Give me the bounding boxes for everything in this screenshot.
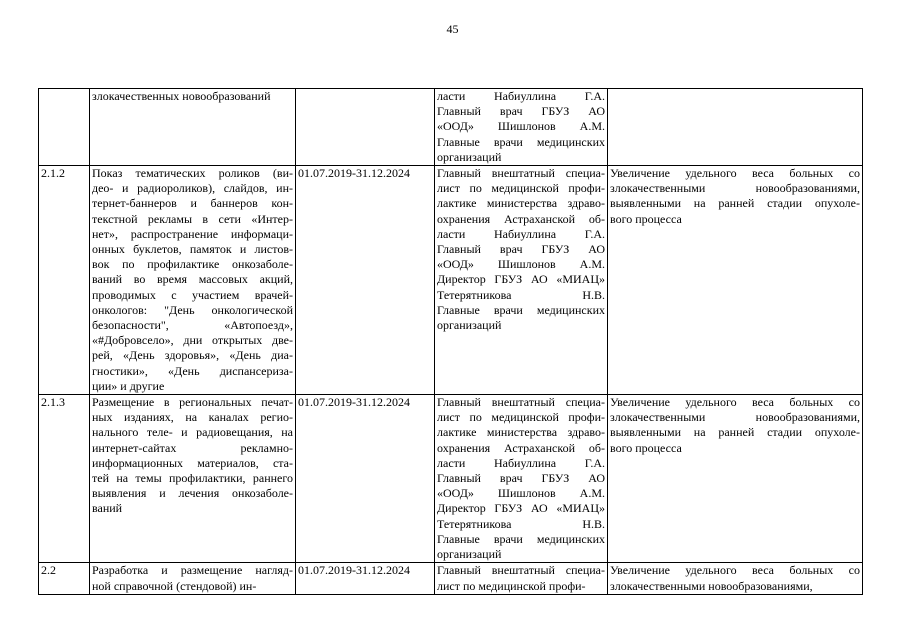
- text-line: ной справочной (стендовой) ин-: [92, 578, 257, 593]
- text-line: ных изданиях, на каналах регио-: [92, 410, 293, 425]
- text-line: тей на темы профилактики, раннего: [92, 471, 293, 486]
- text-line: гностики», «День диспансериза-: [92, 363, 293, 378]
- table-row: [39, 166, 863, 395]
- text-line: «ООД» Шишлонов А.М.: [437, 486, 605, 501]
- text-line: выявленными на ранней стадии опухоле-: [610, 425, 860, 440]
- text-line: нального теле- и радиовещания, на: [92, 425, 293, 440]
- text-line: Увеличение удельного веса больных со: [610, 166, 860, 181]
- text-line: «ООД» Шишлонов А.М.: [437, 257, 605, 272]
- table-row: [39, 89, 863, 166]
- text-line: интернет-сайтах рекламно-: [92, 440, 293, 455]
- text-line: Главные врачи медицинских: [437, 531, 605, 546]
- page-number: 45: [446, 22, 459, 36]
- measure-description-cell: [90, 395, 296, 563]
- text-line: онных буклетов, памяток и листов-: [92, 242, 293, 257]
- text-line: лактике министерства здраво-: [437, 425, 605, 440]
- text-line: проводимых с участием врачей-: [92, 287, 293, 302]
- text-line: нет», распространение информаци-: [92, 226, 293, 241]
- text-line: Тетерятникова Н.В.: [437, 516, 605, 531]
- text-line: Главный врач ГБУЗ АО: [437, 471, 605, 486]
- text-line: злокачественными новообразованиями,: [610, 410, 860, 425]
- text-line: «#Добровсело», дни открытых две-: [92, 333, 293, 348]
- text-line: Главный внештатный специа-: [437, 563, 605, 578]
- row-number-cell: 2.1.3: [39, 395, 90, 563]
- text-line: Увеличение удельного веса больных со: [610, 395, 860, 410]
- measure-description-cell: [90, 89, 296, 166]
- text-line: Главные врачи медицинских: [437, 134, 605, 149]
- expected-result-cell: [608, 395, 863, 563]
- deadline-cell: 01.07.2019-31.12.2024: [296, 563, 435, 594]
- text-line: злокачественными новообразованиями,: [610, 181, 860, 196]
- deadline-cell: [296, 89, 435, 166]
- row-number-cell: [39, 89, 90, 166]
- text-line: злокачественными новообразованиями,: [610, 578, 813, 593]
- text-line: лист по медицинской профи-: [437, 410, 605, 425]
- text-line: део- и радиороликов), слайдов, ин-: [92, 181, 293, 196]
- measure-description-cell: [90, 166, 296, 395]
- text-line: Размещение в региональных печат-: [92, 395, 293, 410]
- responsible-cell: [435, 563, 608, 594]
- text-line: Показ тематических роликов (ви-: [92, 166, 293, 181]
- table-row: [39, 563, 863, 594]
- text-line: Главный внештатный специа-: [437, 166, 605, 181]
- text-line: Директор ГБУЗ АО «МИАЦ»: [437, 272, 605, 287]
- responsible-cell: [435, 166, 608, 395]
- deadline-cell: 01.07.2019-31.12.2024: [296, 166, 435, 395]
- text-line: ласти Набиуллина Г.А.: [437, 226, 605, 241]
- measure-description-cell: [90, 563, 296, 594]
- text-line: онкологов: "День онкологической: [92, 302, 293, 317]
- text-line: лист по медицинской профи-: [437, 181, 605, 196]
- text-line: охранения Астраханской об-: [437, 211, 605, 226]
- text-line: охранения Астраханской об-: [437, 440, 605, 455]
- text-line: злокачественных новообразований: [92, 89, 271, 103]
- text-line: Главный внештатный специа-: [437, 395, 605, 410]
- text-line: текстной рекламы в сети «Интер-: [92, 211, 293, 226]
- deadline-cell: 01.07.2019-31.12.2024: [296, 395, 435, 563]
- text-line: выявленными на ранней стадии опухоле-: [610, 196, 860, 211]
- text-line: тернет-баннеров и баннеров кон-: [92, 196, 293, 211]
- text-line: лист по медицинской профи-: [437, 578, 586, 593]
- text-line: «ООД» Шишлонов А.М.: [437, 119, 605, 134]
- text-line: безопасности", «Автопоезд»,: [92, 318, 293, 333]
- table-row: [39, 395, 863, 563]
- text-line: ваний во время массовых акций,: [92, 272, 293, 287]
- text-line: ласти Набиуллина Г.А.: [437, 455, 605, 470]
- text-line: Главный врач ГБУЗ АО: [437, 242, 605, 257]
- text-line: организаций: [437, 318, 502, 333]
- text-line: вок по профилактике онкозаболе-: [92, 257, 293, 272]
- responsible-cell: [435, 89, 608, 166]
- text-line: ласти Набиуллина Г.А.: [437, 89, 605, 103]
- text-line: ваний: [92, 501, 123, 516]
- text-line: Разработка и размещение нагляд-: [92, 563, 293, 578]
- text-line: лактике министерства здраво-: [437, 196, 605, 211]
- text-line: Директор ГБУЗ АО «МИАЦ»: [437, 501, 605, 516]
- text-line: вого процесса: [610, 211, 682, 226]
- text-line: Главные врачи медицинских: [437, 302, 605, 317]
- text-line: вого процесса: [610, 440, 682, 455]
- text-line: Увеличение удельного веса больных со: [610, 563, 860, 578]
- row-number-cell: 2.1.2: [39, 166, 90, 395]
- measures-table: [38, 88, 863, 595]
- expected-result-cell: [608, 166, 863, 395]
- text-line: организаций: [437, 547, 502, 562]
- expected-result-cell: [608, 89, 863, 166]
- responsible-cell: [435, 395, 608, 563]
- text-line: Главный врач ГБУЗ АО: [437, 104, 605, 119]
- row-number-cell: 2.2: [39, 563, 90, 594]
- text-line: Тетерятникова Н.В.: [437, 287, 605, 302]
- expected-result-cell: [608, 563, 863, 594]
- text-line: информационных материалов, ста-: [92, 455, 293, 470]
- text-line: рей, «День здоровья», «День диа-: [92, 348, 293, 363]
- text-line: выявления и лечения онкозаболе-: [92, 486, 293, 501]
- text-line: ции» и другие: [92, 378, 165, 393]
- text-line: организаций: [437, 149, 502, 164]
